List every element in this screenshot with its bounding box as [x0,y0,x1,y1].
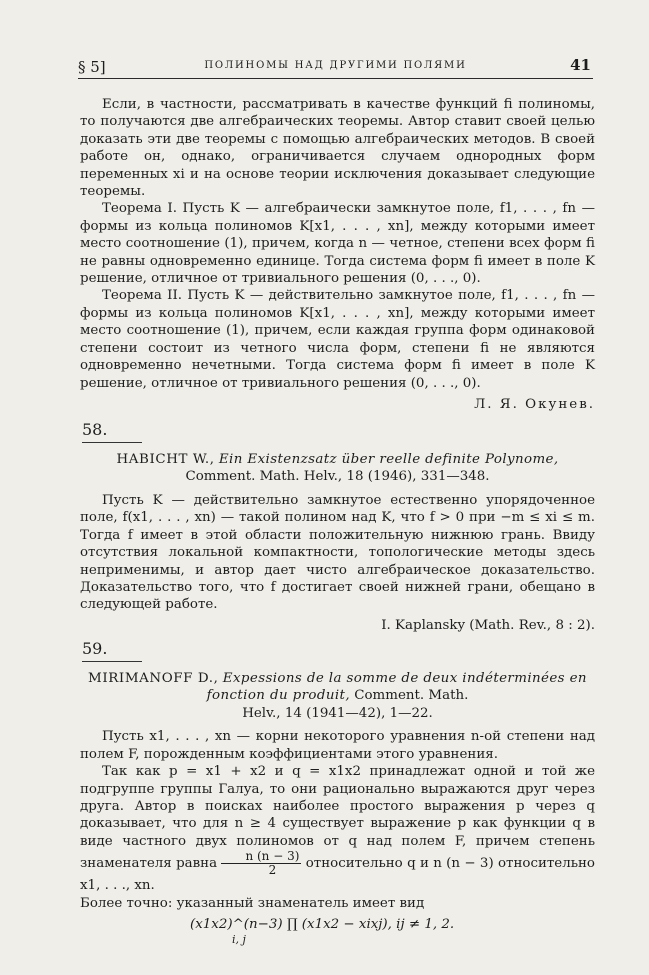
reference-author: HABICHT W., [116,451,215,467]
review-text: Пусть K — действительно замкнутое естественно упорядоченное поле, f(x1, . . . , xn) — такой полином над K, что f > 0 при −m ≤ xi ≤ m. Тогда f имеет в этой области положительную нижнюю грань. Ввиду отсутствия локальной компактности, топологические методы здесь неприменимы, и автор дает чисто алгебраическое доказательство. Доказательство того, что f достигает своей нижней грани, обещано в следующей работе. [80,492,595,613]
review-text: Более точно: указанный знаменатель имеет вид [80,895,425,911]
entry-number: 58. [82,420,108,440]
divider [82,442,142,443]
reference-source: Comment. Math. [354,688,469,704]
formula-subscript: i, j [232,933,246,947]
section-marker: § 5] [78,58,106,76]
reference-title: Expessions de la somme de deux indéterminées en fonction du produit, [206,670,587,704]
paragraph: Если, в частности, рассматривать в качестве функций fi полиномы, то получаются две алгебраических теоремы. Автор ставит своей целью доказать эти две теоремы с помощью алгебраических методов. В своей работе он, однако, ограничивается случаем однородных форм переменных xi и на основе теории исключения доказывает следующие теоремы. [80,97,595,200]
theorem-2: Теорема II. Пусть K — действительно замкнутое поле, f1, . . . , fn — формы из кольца полиномов K[x1, . . . , xn], между которыми имеет место соотношение (1), причем, если каждая группа форм одинаковой степени состоит из четного числа форм, степени fi не являются одновременно нечетными. Тогда система форм fi имеет в поле K решение, отличное от тривиального решения (0, . . ., 0). [80,288,595,391]
fraction-denominator: 2 [268,863,277,878]
reference-58 [80,451,595,486]
reference-59 [80,670,595,723]
running-header [78,56,593,79]
reviewer-signature: I. Kaplansky (Math. Rev., 8 : 2). [381,617,595,633]
reference-author: MIRIMANOFF D., [88,670,219,686]
formula: (x1x2)^(n−3) ∏ (x1x2 − xixj), ij ≠ 1, 2. [190,917,455,932]
reference-source: Helv., 14 (1941—42), 1—22. [242,705,433,721]
theorem-1: Теорема I. Пусть K — алгебраически замкнутое поле, f1, . . . , fn — формы из кольца полиномов K[x1, . . . , xn], между которыми имеет место соотношение (1), причем, когда n — четное, степени всех форм fi не равны одновременно единице. Тогда система форм fi имеет в поле K решение, отличное от тривиального решения (0, . . ., 0). [80,201,595,287]
divider [82,661,142,662]
running-title: ПОЛИНОМЫ НАД ДРУГИМИ ПОЛЯМИ [204,60,467,71]
review-text-part: относительно q и n (n − 3) относительно x1, . . ., xn. [80,856,595,894]
page-number: 41 [570,56,591,74]
reviewer-signature: Л. Я. Окунев. [474,396,595,412]
review-text: Пусть x1, . . . , xn — корни некоторого уравнения n-ой степени над полем F, порожденным коэффициентами этого уравнения. [80,729,595,762]
page-body [80,96,595,949]
fraction-numerator: n (n − 3) [221,850,301,864]
reference-source: Comment. Math. Helv., 18 (1946), 331—348. [185,469,490,485]
review-text [80,763,595,894]
reference-title: Ein Existenzsatz über reelle definite Polynome, [218,451,559,467]
entry-number: 59. [82,639,108,659]
review-text-part: Так как p = x1 + x2 и q = x1x2 принадлежат одной и той же подгруппе группы Галуа, то они рационально выражаются друг через друга. Автор в поисках наиболее простого выражения p через q доказывает, что для n ≥ 4 существует выражение p как функции q в виде частного двух полиномов от q над полем F, причем степень знаменателя равна [80,764,595,872]
fraction [221,850,301,877]
